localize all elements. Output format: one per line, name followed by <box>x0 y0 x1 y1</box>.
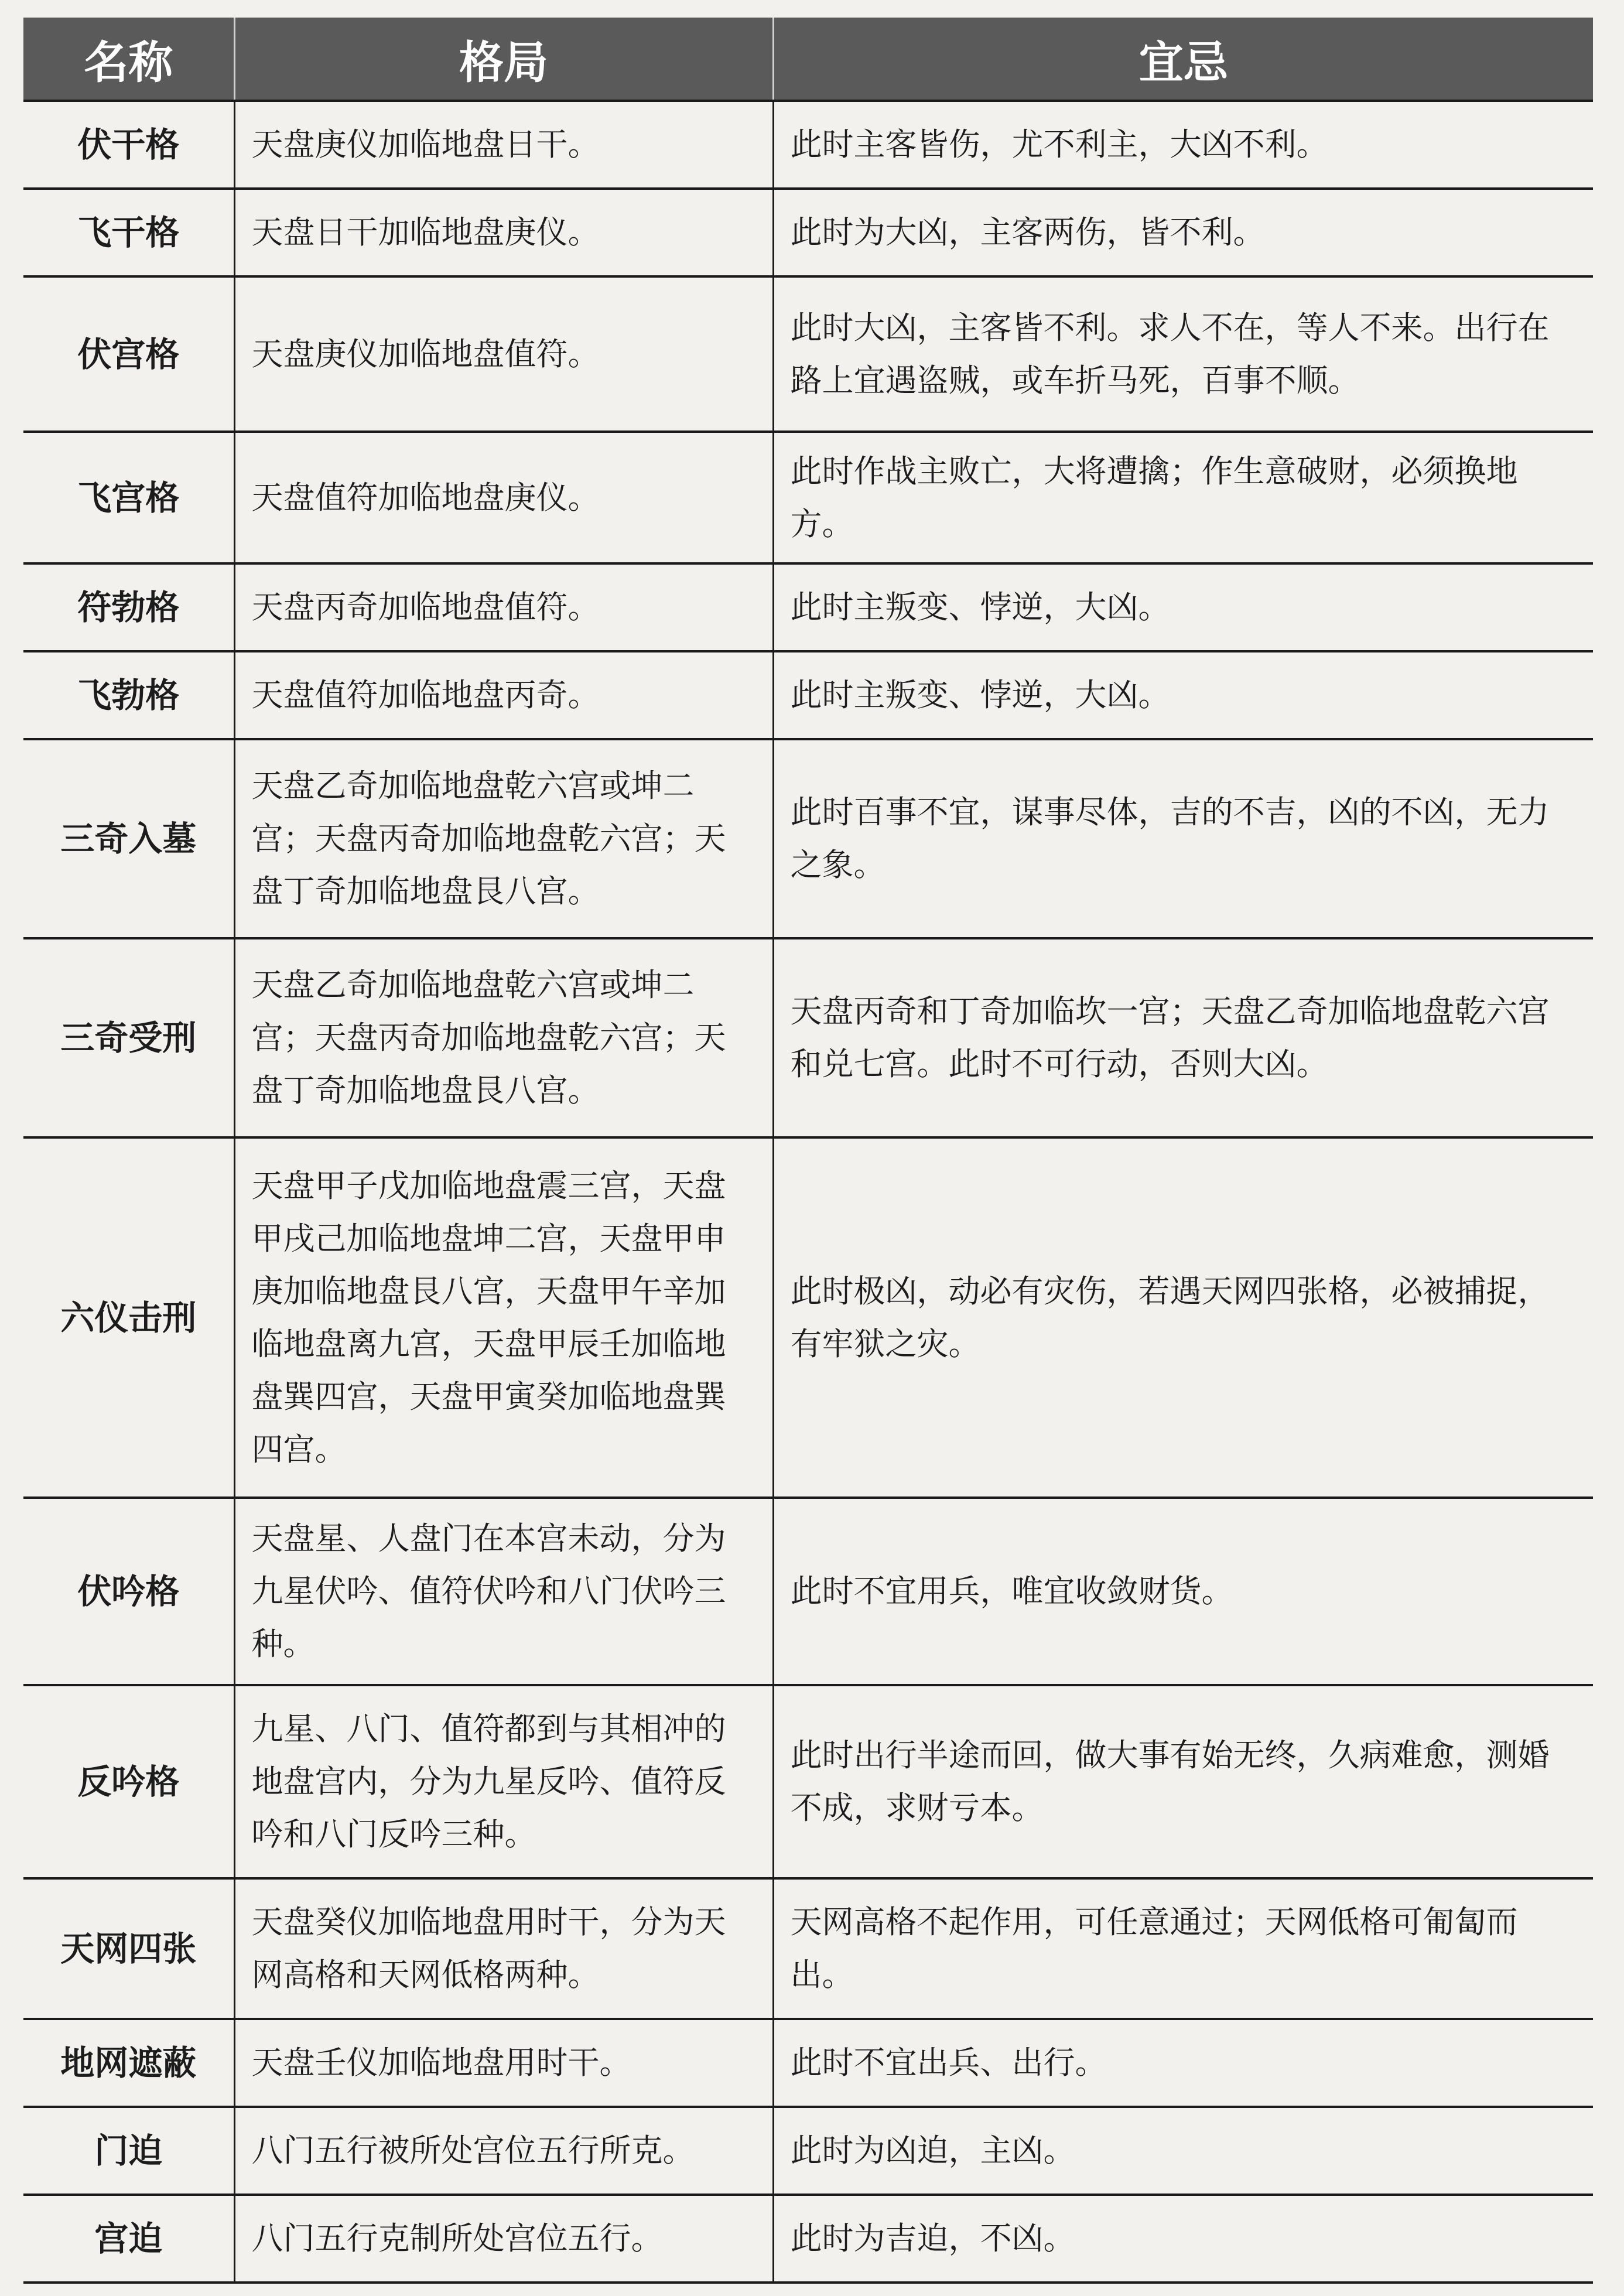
header-row <box>23 18 1593 101</box>
table-row <box>23 189 1593 276</box>
table-header <box>23 18 1593 101</box>
row-name: 宫迫 <box>23 2195 234 2283</box>
table-row <box>23 432 1593 563</box>
table-row <box>23 276 1593 432</box>
row-pattern: 天盘癸仪加临地盘用时干，分为天网高格和天网低格两种。 <box>234 1878 773 2019</box>
row-pattern: 天盘值符加临地盘庚仪。 <box>234 432 773 563</box>
table-row <box>23 2107 1593 2195</box>
row-name: 三奇受刑 <box>23 938 234 1137</box>
table-row <box>23 2019 1593 2107</box>
table-row <box>23 1878 1593 2019</box>
row-pattern: 天盘值符加临地盘丙奇。 <box>234 651 773 739</box>
table-row <box>23 651 1593 739</box>
row-pattern: 八门五行被所处宫位五行所克。 <box>234 2107 773 2195</box>
table-row <box>23 1137 1593 1498</box>
row-advice: 此时大凶，主客皆不利。求人不在，等人不来。出行在路上宜遇盗贼，或车折马死，百事不顺。 <box>773 276 1593 432</box>
row-pattern: 天盘壬仪加临地盘用时干。 <box>234 2019 773 2107</box>
row-name: 三奇入墓 <box>23 739 234 938</box>
row-name: 反吟格 <box>23 1685 234 1878</box>
row-advice: 此时为大凶，主客两伤，皆不利。 <box>773 189 1593 276</box>
row-pattern: 天盘星、人盘门在本宫未动，分为九星伏吟、值符伏吟和八门伏吟三种。 <box>234 1498 773 1685</box>
row-name: 天网四张 <box>23 1878 234 2019</box>
row-name: 飞宫格 <box>23 432 234 563</box>
row-advice: 此时百事不宜，谋事尽体，吉的不吉，凶的不凶，无力之象。 <box>773 739 1593 938</box>
row-pattern: 天盘丙奇加临地盘值符。 <box>234 563 773 651</box>
row-advice: 此时出行半途而回，做大事有始无终，久病难愈，测婚不成，求财亏本。 <box>773 1685 1593 1878</box>
row-pattern: 八门五行克制所处宫位五行。 <box>234 2195 773 2283</box>
row-advice: 此时主客皆伤，尤不利主，大凶不利。 <box>773 101 1593 189</box>
row-pattern: 天盘庚仪加临地盘值符。 <box>234 276 773 432</box>
row-pattern: 九星、八门、值符都到与其相冲的地盘宫内，分为九星反吟、值符反吟和八门反吟三种。 <box>234 1685 773 1878</box>
table-row <box>23 1498 1593 1685</box>
table-body <box>23 101 1593 2283</box>
table-row <box>23 101 1593 189</box>
header-name: 名称 <box>23 18 234 101</box>
row-name: 六仪击刑 <box>23 1137 234 1498</box>
row-advice: 此时作战主败亡，大将遭擒；作生意破财，必须换地方。 <box>773 432 1593 563</box>
table-row <box>23 1685 1593 1878</box>
table-row <box>23 739 1593 938</box>
row-pattern: 天盘乙奇加临地盘乾六宫或坤二宫；天盘丙奇加临地盘乾六宫；天盘丁奇加临地盘艮八宫。 <box>234 938 773 1137</box>
header-advice: 宜忌 <box>773 18 1593 101</box>
qimen-pattern-table <box>23 18 1593 2284</box>
table-row <box>23 938 1593 1137</box>
row-name: 飞勃格 <box>23 651 234 739</box>
row-name: 伏吟格 <box>23 1498 234 1685</box>
row-pattern: 天盘日干加临地盘庚仪。 <box>234 189 773 276</box>
row-name: 门迫 <box>23 2107 234 2195</box>
row-advice: 此时不宜出兵、出行。 <box>773 2019 1593 2107</box>
row-advice: 此时为吉迫，不凶。 <box>773 2195 1593 2283</box>
row-pattern: 天盘庚仪加临地盘日干。 <box>234 101 773 189</box>
row-name: 伏宫格 <box>23 276 234 432</box>
table-row <box>23 2195 1593 2283</box>
row-name: 符勃格 <box>23 563 234 651</box>
row-advice: 此时为凶迫，主凶。 <box>773 2107 1593 2195</box>
row-name: 飞干格 <box>23 189 234 276</box>
header-pattern: 格局 <box>234 18 773 101</box>
row-name: 地网遮蔽 <box>23 2019 234 2107</box>
row-pattern: 天盘甲子戊加临地盘震三宫，天盘甲戌己加临地盘坤二宫，天盘甲申庚加临地盘艮八宫，天盘甲午辛加临地盘离九宫，天盘甲辰壬加临地盘巽四宫，天盘甲寅癸加临地盘巽四宫。 <box>234 1137 773 1498</box>
row-advice: 此时不宜用兵，唯宜收敛财货。 <box>773 1498 1593 1685</box>
row-advice: 天盘丙奇和丁奇加临坎一宫；天盘乙奇加临地盘乾六宫和兑七宫。此时不可行动，否则大凶。 <box>773 938 1593 1137</box>
row-advice: 此时主叛变、悖逆，大凶。 <box>773 651 1593 739</box>
row-pattern: 天盘乙奇加临地盘乾六宫或坤二宫；天盘丙奇加临地盘乾六宫；天盘丁奇加临地盘艮八宫。 <box>234 739 773 938</box>
row-advice: 天网高格不起作用，可任意通过；天网低格可匍匐而出。 <box>773 1878 1593 2019</box>
row-advice: 此时极凶，动必有灾伤，若遇天网四张格，必被捕捉，有牢狱之灾。 <box>773 1137 1593 1498</box>
row-name: 伏干格 <box>23 101 234 189</box>
row-advice: 此时主叛变、悖逆，大凶。 <box>773 563 1593 651</box>
table-row <box>23 563 1593 651</box>
